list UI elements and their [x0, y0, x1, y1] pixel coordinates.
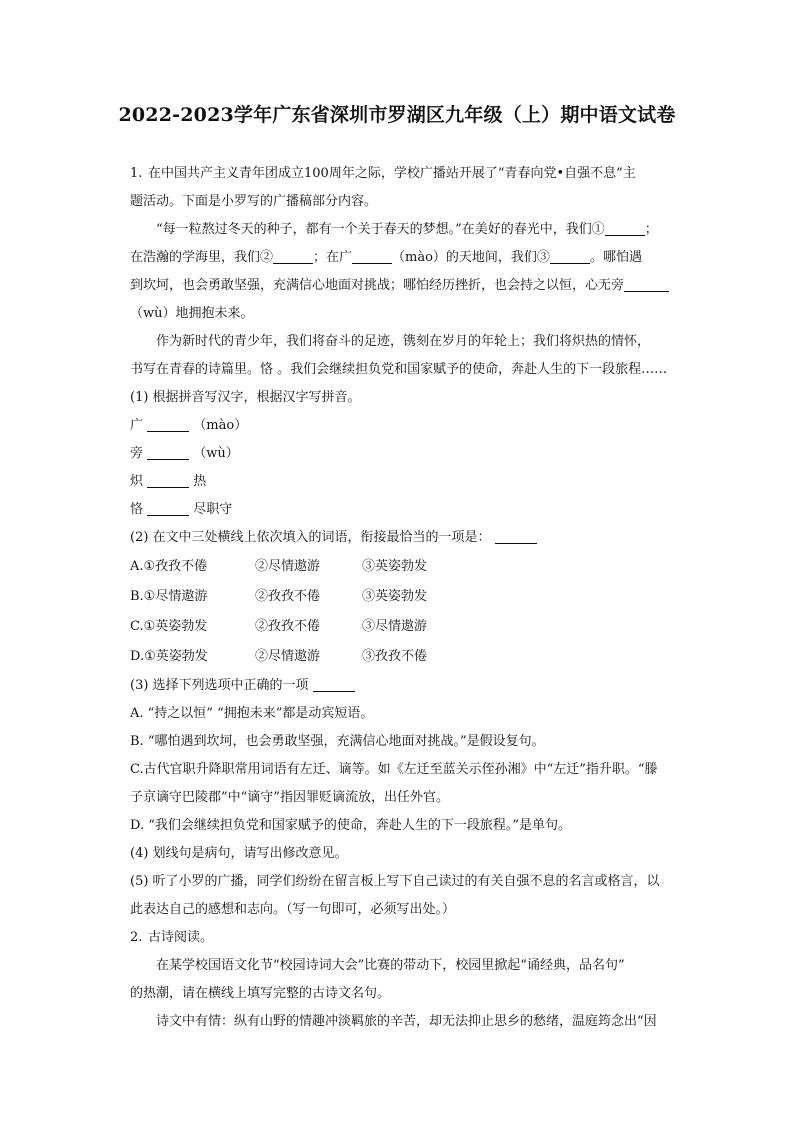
- answer-blank[interactable]: [147, 472, 189, 488]
- q1-sub1: (1) 根据拼音写汉字，根据汉字写拼音。: [130, 390, 361, 405]
- q1-sub3-option-b: B. “哪怕遇到坎坷，也会勇敢坚强，充满信心地面对挑战。”是假设复句。: [130, 734, 545, 749]
- q1-sub5-line-1: (5) 听了小罗的广播，同学们纷纷在留言板上写下自己读过的有关自强不息的名言或格言，以: [130, 874, 660, 889]
- q1-sub3-option-d: D. “我们会继续担负党和国家赋予的使命，奔赴人生的下一段旅程。”是单句。: [130, 818, 572, 833]
- q1-sub3-option-c-line-2: 子京谪守巴陵郡”中“谪守”指因罪贬谪流放，出任外官。: [130, 790, 449, 805]
- answer-blank[interactable]: [147, 500, 189, 516]
- q1-number: 1.: [130, 166, 143, 181]
- q1-passage-line-1: “每一粒熬过冬天的种子，都有一个关于春天的梦想。”在美好的春光中，我们① ；: [156, 222, 658, 237]
- q1-passage-line-2: 在浩瀚的学海里，我们② ；在广 （mào）的天地间，我们③ 。哪怕遇: [130, 250, 642, 265]
- pinyin-item: 广 （mào）: [130, 418, 248, 433]
- q2-number: 2.: [130, 930, 143, 945]
- blank-wu[interactable]: [624, 276, 669, 292]
- pinyin-item: 恪 尽职守: [130, 502, 233, 517]
- pinyin-item: 炽 热: [130, 474, 207, 489]
- option-row[interactable]: C.①英姿勃发 ②孜孜不倦 ③尽情遨游: [130, 619, 428, 634]
- exam-content: [130, 160, 692, 1036]
- q1-sub3: (3) 选择下列选项中正确的一项: [130, 672, 692, 700]
- q1-sub5-line-2: 此表达自己的感想和志向。（写一句即可，必须写出处。）: [130, 902, 456, 917]
- q1-intro-line-2: 题活动。下面是小罗写的广播稿部分内容。: [130, 194, 378, 209]
- pinyin-item: 旁 （wù）: [130, 446, 239, 461]
- answer-blank[interactable]: [147, 416, 189, 432]
- q2-passage-line-1: 在某学校国语文化节“校园诗词大会”比赛的带动下，校园里掀起“诵经典，品名句”: [156, 958, 625, 973]
- option-row[interactable]: A.①孜孜不倦 ②尽情遨游 ③英姿勃发: [130, 559, 428, 574]
- option-row[interactable]: D.①英姿勃发 ②尽情遨游 ③孜孜不倦: [130, 649, 428, 664]
- q1-intro-line-1: 1. 在中国共产主义青年团成立100周年之际，学校广播站开展了“青春向党•自强不息”主: [130, 160, 692, 188]
- blank-mao[interactable]: [352, 248, 392, 264]
- answer-blank[interactable]: [313, 676, 355, 692]
- q1-passage2-line-2: 书写在青春的诗篇里。恪 。我们会继续担负党和国家赋予的使命，奔赴人生的下一段旅程……: [130, 362, 668, 377]
- blank-3[interactable]: [550, 248, 590, 264]
- exam-title: 2022-2023学年广东省深圳市罗湖区九年级（上）期中语文试卷: [118, 104, 676, 126]
- answer-blank[interactable]: [495, 528, 537, 544]
- q2-passage2-line-1: 诗文中有情：纵有山野的情趣冲淡羁旅的辛苦，却无法抑止思乡的愁绪，温庭筠念出“因: [156, 1014, 657, 1029]
- q1-sub2: (2) 在文中三处横线上依次填入的词语，衔接最恰当的一项是：: [130, 524, 692, 552]
- q1-passage2-line-1: 作为新时代的青少年，我们将奋斗的足迹，镌刻在岁月的年轮上；我们将炽热的情怀，: [156, 334, 651, 349]
- q1-passage-line-4: （wù）地拥抱未来。: [130, 306, 254, 321]
- q1-sub3-option-a: A. “持之以恒” “拥抱未来”都是动宾短语。: [130, 706, 374, 721]
- q1-passage-line-3: 到坎坷，也会勇敢坚强，充满信心地面对挑战；哪怕经历挫折，也会持之以恒，心无旁: [130, 272, 692, 300]
- q2-heading: 2. 古诗阅读。: [130, 924, 692, 952]
- blank-1[interactable]: [605, 220, 645, 236]
- blank-2[interactable]: [273, 248, 313, 264]
- q2-passage-line-2: 的热潮，请在横线上填写完整的古诗文名句。: [130, 986, 391, 1001]
- answer-blank[interactable]: [147, 444, 189, 460]
- q1-sub4: (4) 划线句是病句，请写出修改意见。: [130, 846, 348, 861]
- option-row[interactable]: B.①尽情遨游 ②孜孜不倦 ③英姿勃发: [130, 589, 428, 604]
- q1-sub3-option-c-line-1: C.古代官职升降职常用词语有左迁、谪等。如《左迁至蓝关示侄孙湘》中“左迁”指升职。“滕: [130, 762, 658, 777]
